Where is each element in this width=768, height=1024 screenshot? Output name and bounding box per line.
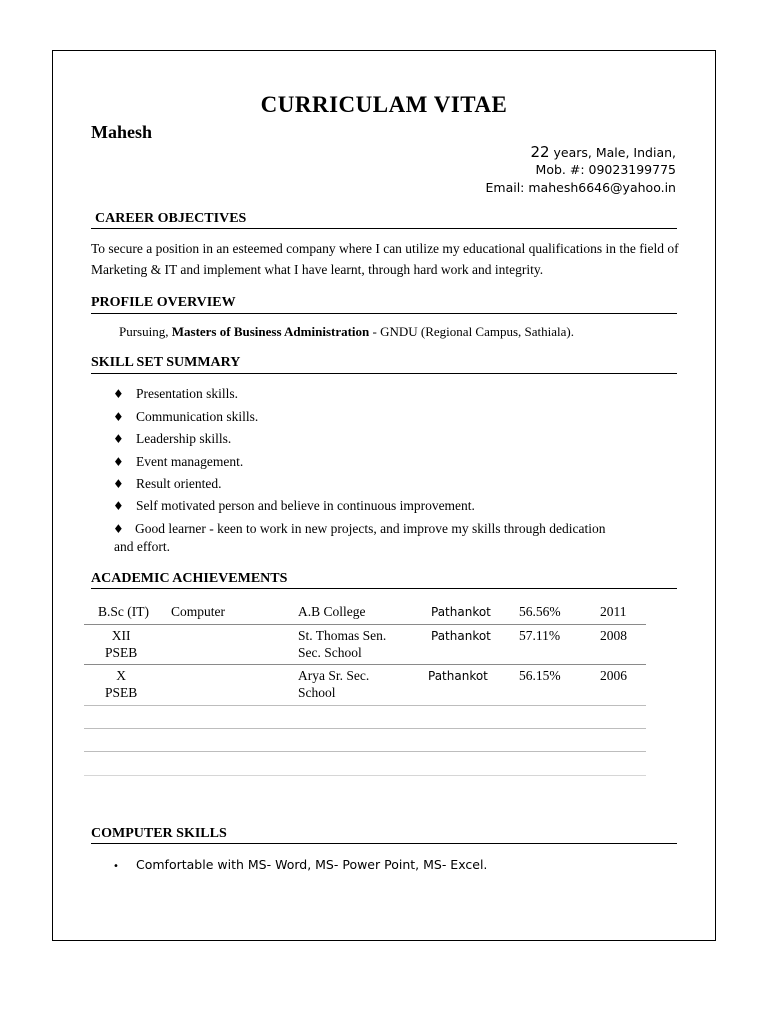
skill-text: Presentation skills. [136, 386, 238, 401]
skill-text: Communication skills. [136, 409, 259, 424]
stream-cell: Computer [171, 604, 225, 619]
list-item [113, 521, 606, 537]
table-divider [84, 751, 646, 752]
career-objectives-text: To secure a position in an esteemed company where I can utilize my educational qualifications in the field of Marketing & IT and implement what I have learnt, through hard work and integrity. [91, 241, 679, 277]
section-divider [91, 843, 677, 844]
institute-cell: Arya Sr. Sec. School [298, 668, 370, 700]
city-cell: Pathankot [431, 629, 491, 643]
diamond-bullet-icon: ♦ [113, 410, 124, 424]
diamond-bullet-icon: ♦ [113, 522, 124, 536]
candidate-name: Mahesh [91, 122, 153, 142]
diamond-bullet-icon: ♦ [113, 432, 124, 446]
profile-overview-heading: PROFILE OVERVIEW [91, 295, 236, 310]
skill-text: Result oriented. [136, 476, 222, 491]
section-divider [91, 588, 677, 589]
percent-cell: 56.56% [519, 604, 561, 619]
career-objectives-heading: CAREER OBJECTIVES [95, 211, 247, 226]
profile-prefix: Pursuing, [119, 324, 172, 339]
section-divider [91, 313, 677, 314]
profile-degree: Masters of Business Administration [171, 324, 370, 339]
list-item [113, 454, 243, 470]
table-divider [84, 728, 646, 729]
computer-skill-text: Comfortable with MS- Word, MS- Power Point, MS- Excel. [136, 857, 488, 872]
contact-email: Email: mahesh6646@yahoo.in [485, 180, 676, 195]
course-cell: B.Sc (IT) [98, 604, 149, 619]
contact-line-personal [530, 143, 676, 161]
table-divider [84, 624, 646, 625]
skill-text-continuation: and effort. [114, 539, 170, 554]
skill-set-heading: SKILL SET SUMMARY [91, 355, 241, 370]
diamond-bullet-icon: ♦ [113, 477, 124, 491]
city-cell: Pathankot [428, 669, 488, 683]
table-divider [84, 664, 646, 665]
percent-cell: 56.15% [519, 668, 561, 683]
diamond-bullet-icon: ♦ [113, 387, 124, 401]
skill-text: Self motivated person and believe in continuous improvement. [136, 498, 475, 513]
year-cell: 2008 [600, 628, 627, 643]
diamond-bullet-icon: ♦ [113, 499, 124, 513]
year-cell: 2006 [600, 668, 627, 683]
institute-cell: St. Thomas Sen. Sec. School [298, 628, 387, 660]
skill-text: Leadership skills. [136, 431, 232, 446]
document-title: CURRICULAM VITAE [260, 92, 508, 117]
age-value: 22 [530, 143, 550, 161]
dot-bullet-icon: • [113, 861, 119, 872]
table-divider [84, 705, 646, 706]
list-item [113, 386, 238, 402]
list-item [113, 476, 221, 492]
institute-cell: A.B College [298, 604, 366, 619]
computer-skills-heading: COMPUTER SKILLS [91, 826, 227, 841]
skill-text: Event management. [136, 454, 244, 469]
profile-overview-text [119, 324, 574, 340]
skill-text: Good learner - keen to work in new projects, and improve my skills through dedication [135, 521, 606, 536]
contact-mobile: Mob. #: 09023199775 [535, 162, 676, 177]
section-divider [91, 228, 677, 229]
list-item [113, 498, 475, 514]
list-item [113, 857, 487, 872]
personal-details: years, Male, Indian, [549, 145, 676, 160]
percent-cell: 57.11% [519, 628, 561, 643]
profile-suffix: - GNDU (Regional Campus, Sathiala). [369, 324, 574, 339]
academic-heading: ACADEMIC ACHIEVEMENTS [91, 571, 288, 586]
section-divider [91, 373, 677, 374]
list-item [113, 431, 231, 447]
city-cell: Pathankot [431, 605, 491, 619]
year-cell: 2011 [600, 604, 627, 619]
course-cell: X PSEB [105, 668, 138, 700]
diamond-bullet-icon: ♦ [113, 455, 124, 469]
list-item [113, 409, 258, 425]
course-cell: XII PSEB [105, 628, 138, 660]
table-divider [84, 775, 646, 776]
